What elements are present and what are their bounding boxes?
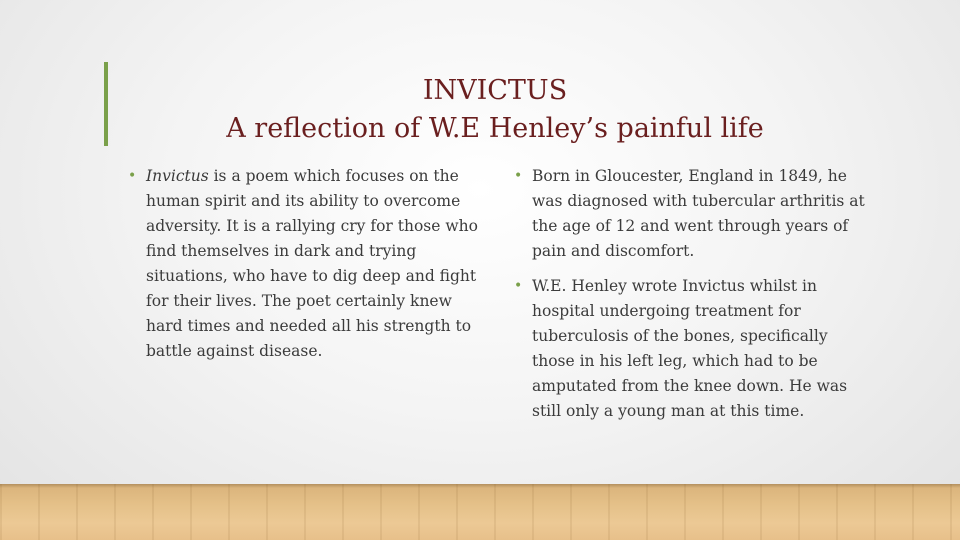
right-column [512, 164, 872, 434]
bullet-icon: • [514, 278, 523, 294]
bullet-item [512, 274, 872, 424]
poem-title-italic: Invictus [146, 167, 209, 185]
slide-title [140, 72, 850, 148]
bullet-text: W.E. Henley wrote Invictus whilst in hospital undergoing treatment for tuberculosis of the bones, specifically those in his left leg, which had to be amputated from the knee down. He was still only a young man at this time. [532, 277, 848, 420]
bullet-item [126, 164, 486, 364]
bullet-icon: • [128, 168, 137, 184]
bullet-icon: • [514, 168, 523, 184]
wood-floor [0, 484, 960, 540]
accent-bar [104, 62, 108, 146]
bullet-text: is a poem which focuses on the human spirit and its ability to overcome adversity. It is a rallying cry for those who find themselves in dark and trying situations, who have to dig deep and fight for their lives. The poet certainly knew hard times and needed all his strength to battle against disease. [146, 167, 478, 360]
title-line-1: INVICTUS [422, 75, 568, 106]
left-column [126, 164, 486, 374]
title-line-2: A reflection of W.E Henley’s painful life [226, 113, 764, 144]
bullet-item [512, 164, 872, 264]
bullet-text: Born in Gloucester, England in 1849, he was diagnosed with tubercular arthritis at the age of 12 and went through years of pain and discomfort. [532, 167, 865, 260]
